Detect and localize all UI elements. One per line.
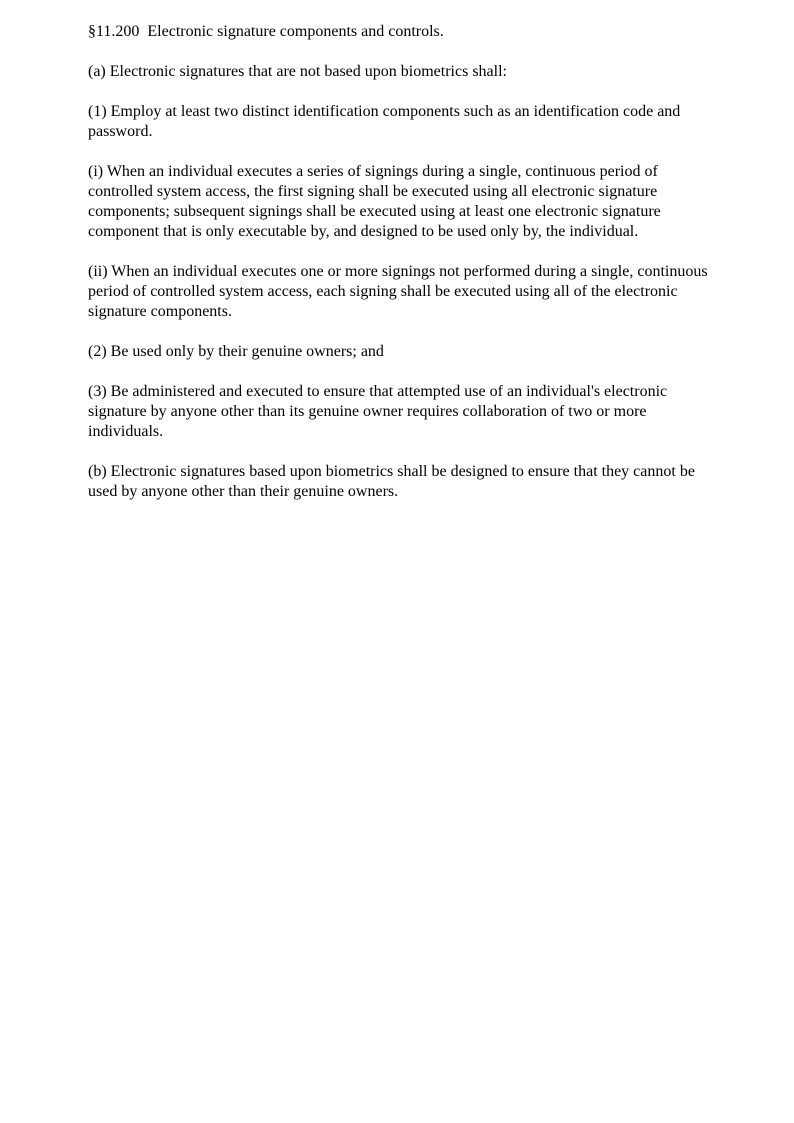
paragraph-a-2: (2) Be used only by their genuine owners; and [88, 343, 384, 360]
section-heading [88, 22, 718, 42]
paragraph-a-3: (3) Be administered and executed to ensure that attempted use of an individual's electronic signature by anyone other than its genuine owner requires collaboration of two or more individuals. [88, 383, 668, 440]
section-number: §11.200 [88, 23, 140, 40]
paragraph-a-1-ii: (ii) When an individual executes one or more signings not performed during a single, continuous period of controlled system access, each signing shall be executed using all of the electronic signature components. [88, 263, 708, 320]
paragraph-a-1-i: (i) When an individual executes a series of signings during a single, continuous period of controlled system access, the first signing shall be executed using all electronic signature components; subsequent signings shall be executed using at least one electronic signature component that is only executable by, and designed to be used only by, the individual. [88, 163, 661, 240]
paragraph-a-1: (1) Employ at least two distinct identification components such as an identification code and password. [88, 103, 681, 140]
paragraph-b: (b) Electronic signatures based upon biometrics shall be designed to ensure that they cannot be used by anyone other than their genuine owners. [88, 463, 695, 500]
paragraph-a: (a) Electronic signatures that are not based upon biometrics shall: [88, 63, 507, 80]
document-page [88, 22, 718, 522]
section-title: Electronic signature components and controls. [147, 23, 444, 40]
